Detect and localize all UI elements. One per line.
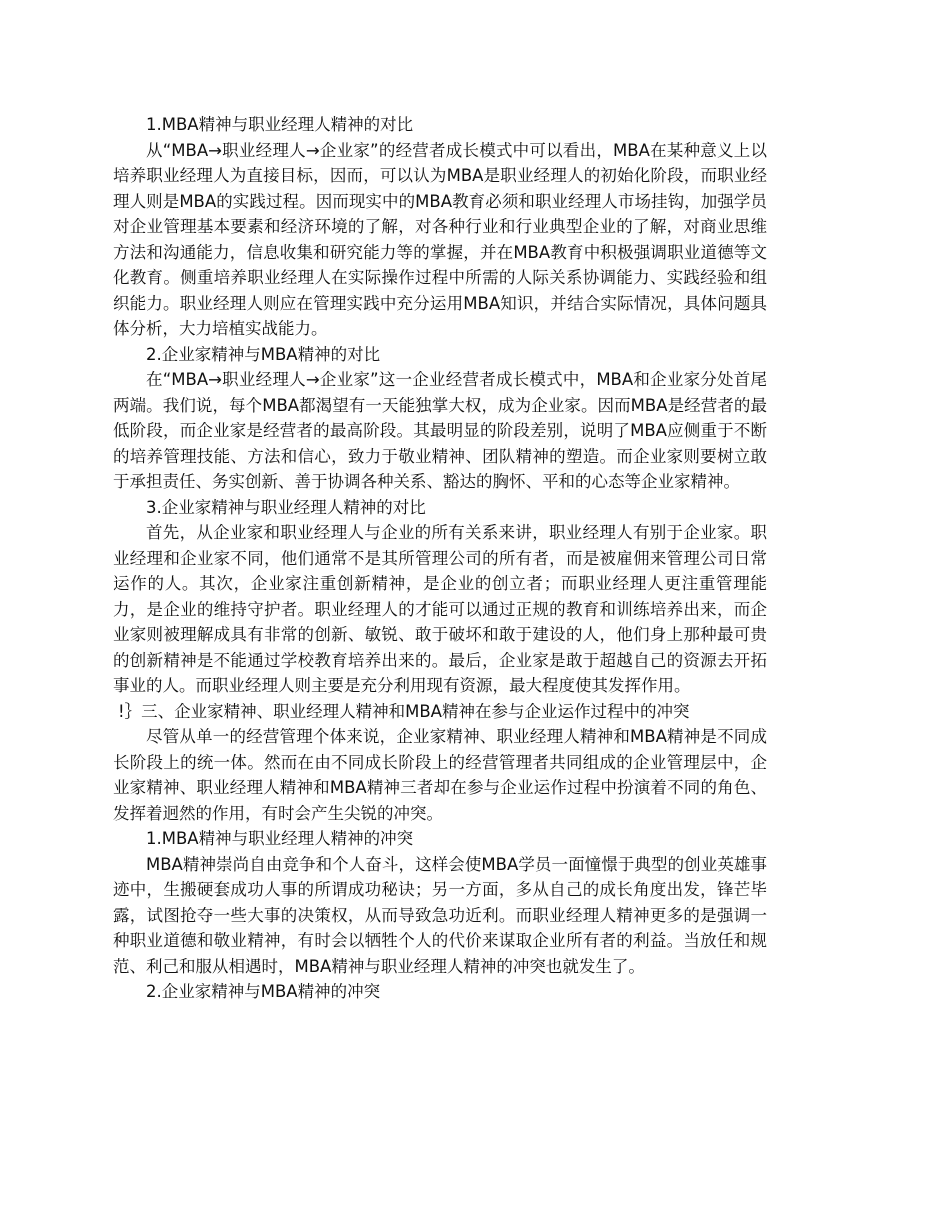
heading-entrepreneur-vs-manager: 3.企业家精神与职业经理人精神的对比: [146, 497, 426, 517]
heading-mba-vs-manager: 1.MBA精神与职业经理人精神的对比: [146, 115, 414, 134]
heading-entrepreneur-vs-mba: 2.企业家精神与MBA精神的对比: [146, 344, 381, 364]
paragraph-mba-manager-conflict: MBA精神崇尚自由竞争和个人奋斗，这样会使MBA学员一面憧憬于典型的创业英雄事迹中，生搬硬套成功人事的所谓成功秘诀；另一方面，多从自己的成长角度出发，锋芒毕露，试图抢夺一些大事的决策权，从而导致急功近利。而职业经理人精神更多的是强调一种职业道德和敬业精神，有时会以牺牲个人的代价来谋取企业所有者的利益。当放任和规范、利己和服从相遇时，MBA精神与职业经理人精神的冲突也就发生了。: [113, 854, 767, 976]
heading-mba-manager-conflict: 1.MBA精神与职业经理人精神的冲突: [146, 829, 414, 848]
section-title-conflicts: !｝三、企业家精神、职业经理人精神和MBA精神在参与企业运作过程中的冲突: [118, 701, 690, 721]
paragraph-entrepreneur-vs-manager: 首先，从企业家和职业经理人与企业的所有关系来讲，职业经理人有别于企业家。职业经理和企业家不同，他们通常不是其所管理公司的所有者，而是被雇佣来管理公司日常运作的人。其次，企业家注重创新精神，是企业的创立者；而职业经理人更注重管理能力，是企业的维持守护者。职业经理人的才能可以通过正规的教育和训练培养出来，而企业家则被理解成具有非常的创新、敏锐、敢于破坏和敢于建设的人，他们身上那种最可贵的创新精神是不能通过学校教育培养出来的。最后，企业家是敢于超越自己的资源去开拓事业的人。而职业经理人则主要是充分利用现有资源，最大程度使其发挥作用。: [113, 523, 767, 695]
paragraph-conflicts-intro: 尽管从单一的经营管理个体来说，企业家精神、职业经理人精神和MBA精神是不同成长阶段上的统一体。然而在由不同成长阶段上的经营管理者共同组成的企业管理层中，企业家精神、职业经理人精神和MBA精神三者却在参与企业运作过程中扮演着不同的角色、发挥着迥然的作用，有时会产生尖锐的冲突。: [113, 727, 767, 823]
paragraph-mba-vs-manager: 从“MBA→职业经理人→企业家”的经营者成长模式中可以看出，MBA在某种意义上以培养职业经理人为直接目标，因而，可以认为MBA是职业经理人的初始化阶段，而职业经理人则是MBA的实践过程。因而现实中的MBA教育必须和职业经理人市场挂钩，加强学员对企业管理基本要素和经济环境的了解，对各种行业和行业典型企业的了解，对商业思维方法和沟通能力，信息收集和研究能力等的掌握，并在MBA教育中积极强调职业道德等文化教育。侧重培养职业经理人在实际操作过程中所需的人际关系协调能力、实践经验和组织能力。职业经理人则应在管理实践中充分运用MBA知识，并结合实际情况，具体问题具体分析，大力培植实战能力。: [113, 140, 767, 338]
document-page: [113, 112, 767, 1005]
paragraph-entrepreneur-vs-mba: 在“MBA→职业经理人→企业家”这一企业经营者成长模式中，MBA和企业家分处首尾两端。我们说，每个MBA都渴望有一天能独掌大权，成为企业家。因而MBA是经营者的最低阶段，而企业家是经营者的最高阶段。其最明显的阶段差别，说明了MBA应侧重于不断的培养管理技能、方法和信心，致力于敬业精神、团队精神的塑造。而企业家则要树立敢于承担责任、务实创新、善于协调各种关系、豁达的胸怀、平和的心态等企业家精神。: [113, 370, 767, 491]
heading-entrepreneur-mba-conflict: 2.企业家精神与MBA精神的冲突: [146, 982, 381, 1001]
